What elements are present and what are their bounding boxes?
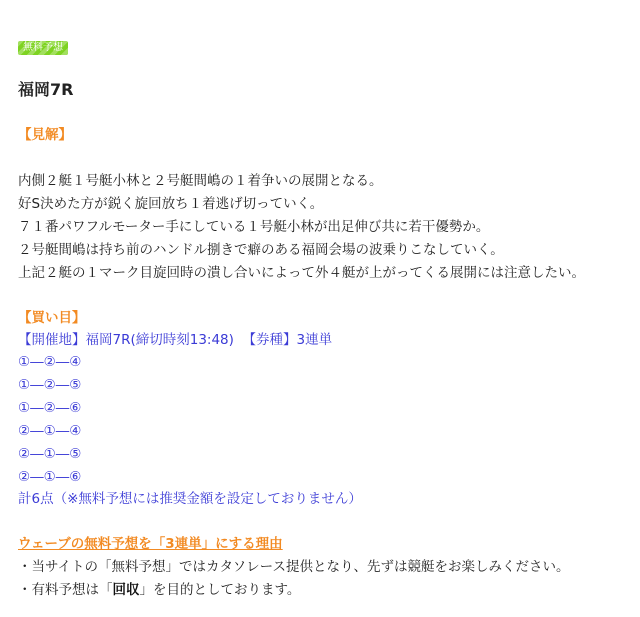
bet-combination: ①―②―④ [18,354,82,370]
analysis-line: 上記２艇の１マーク目旋回時の潰し合いによって外４艇が上がってくる展開には注意したい。 [18,265,585,281]
bet-combination: ①―②―⑥ [18,400,82,416]
reason-text: ・有料予想は「 [18,582,113,598]
race-title: 福岡7R [18,80,74,99]
free-prediction-badge: 無料予想 [18,41,68,55]
trifecta-reason-link[interactable]: ウェーブの無料予想を「3連単」にする理由 [18,536,283,552]
bet-combination: ②―①―⑥ [18,469,82,485]
race-info-line [18,330,332,350]
bet-combination: ①―②―⑤ [18,377,82,393]
venue-label: 【開催地】 [18,332,86,348]
analysis-line: ７１番パワフルモーター手にしている１号艇小林が出足伸び共に若干優勢か。 [18,219,490,235]
venue-value: 福岡7R(締切時刻13:48) [85,332,234,348]
reason-text: 」を目的としております。 [139,582,301,598]
analysis-line: 好S決めた方が鋭く旋回放ち１着逃げ切っていく。 [18,196,324,212]
bet-total: 計6点（※無料予想には推奨金額を設定しておりません） [18,491,362,507]
analysis-heading: 【見解】 [18,127,72,143]
reason-emphasis: 回収 [112,582,140,598]
bet-type-value: 3連単 [296,332,333,348]
bet-combination: ②―①―⑤ [18,446,82,462]
bet-combination: ②―①―④ [18,423,82,439]
analysis-line: ２号艇間嶋は持ち前のハンドル捌きで癖のある福岡会場の波乗りこなしていく。 [18,242,504,258]
analysis-line: 内側２艇１号艇小林と２号艇間嶋の１着争いの展開となる。 [18,173,383,189]
bets-heading: 【買い目】 [18,310,86,326]
bet-type-label: 【券種】 [242,332,297,348]
reason-line [18,580,300,600]
reason-line: ・当サイトの「無料予想」ではカタソレース提供となり、先ずは競艇をお楽しみください。 [18,559,570,575]
